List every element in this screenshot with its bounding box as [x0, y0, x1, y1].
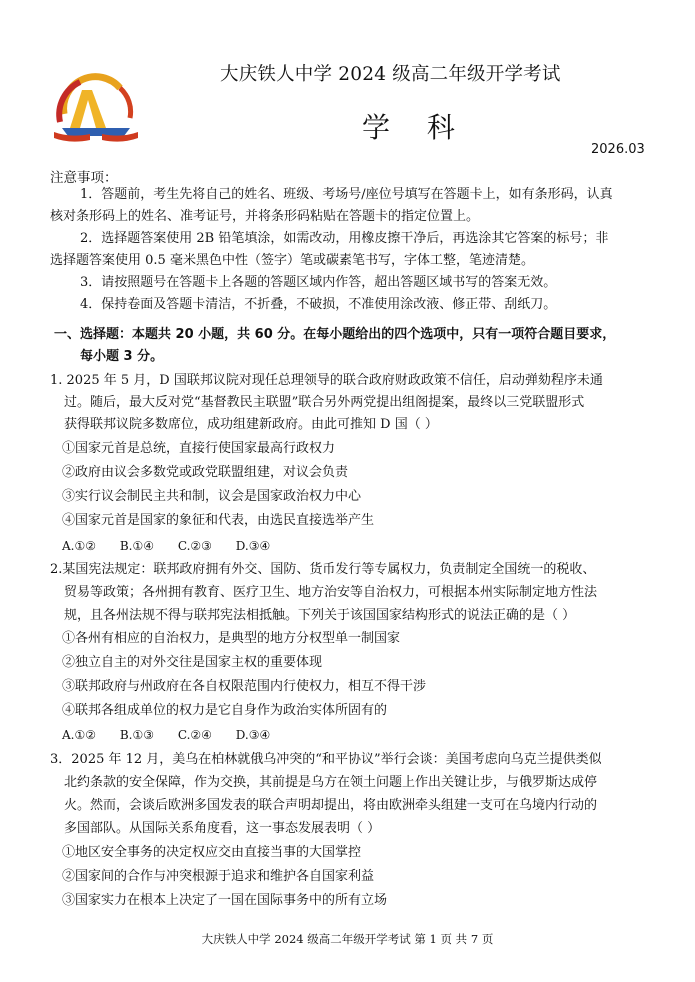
- answer-options: [62, 535, 290, 557]
- option-d[interactable]: D.③④: [235, 539, 271, 553]
- question-statement: ②政府由议会多数党或政党联盟组建，对议会负责: [62, 465, 349, 480]
- question-text: 火。然而，会谈后欧洲多国发表的联合声明却提出，将由欧洲牵头组建一支可在乌境内行动的: [64, 798, 598, 813]
- option-a[interactable]: A.①②: [62, 539, 96, 553]
- notice-heading: 注意事项：: [50, 170, 118, 186]
- notice-line: 1．答题前，考生先将自己的姓名、班级、考场号/座位号填写在答题卡上，如有条形码，认真: [80, 187, 613, 202]
- question-statement: ③实行议会制民主共和制，议会是国家政治权力中心: [62, 489, 362, 504]
- notice-line: 选择题答案使用 0.5 毫米黑色中性（签字）笔或碳素笔书写，字体工整，笔迹清楚。: [50, 253, 534, 268]
- question-text: 贸易等政策；各州拥有教育、医疗卫生、地方治安等自治权力，可根据本州实际制定地方性法: [64, 585, 598, 600]
- exam-date: 2026.03: [591, 142, 645, 157]
- section-heading-cont: 每小题 3 分。: [80, 349, 164, 364]
- question-statement: ①各州有相应的自治权力，是典型的地方分权型单一制国家: [62, 631, 401, 646]
- notice-line: 核对条形码上的姓名、准考证号，并将条形码粘贴在答题卡的指定位置上。: [50, 209, 480, 224]
- answer-options: [62, 724, 290, 746]
- question-statement: ④国家元首是国家的象征和代表，由选民直接选举产生: [62, 513, 375, 528]
- question-text: 获得联邦议院多数席位，成功组建新政府。由此可推知 D 国（ ）: [64, 417, 438, 432]
- question-text: 多国部队。从国际关系角度看，这一事态发展表明（ ）: [64, 821, 381, 836]
- option-b[interactable]: B.①③: [119, 728, 154, 742]
- question-statement: ①国家元首是总统，直接行使国家最高行政权力: [62, 441, 336, 456]
- question-statement: ③联邦政府与州政府在各自权限范围内行使权力，相互不得干涉: [62, 679, 427, 694]
- option-c[interactable]: C.②④: [177, 728, 212, 742]
- option-c[interactable]: C.②③: [177, 539, 212, 553]
- option-d[interactable]: D.③④: [235, 728, 271, 742]
- question-text: 过。随后，最大反对党“基督教民主联盟”联合另外两党提出组阁提案，最终以三党联盟形式: [64, 395, 585, 410]
- option-b[interactable]: B.①④: [119, 539, 154, 553]
- question-text: 规，且各州法规不得与联邦宪法相抵触。下列关于该国国家结构形式的说法正确的是（ ）: [64, 608, 576, 623]
- question-text: 2.某国宪法规定：联邦政府拥有外交、国防、货币发行等专属权力，负责制定全国统一的税收、: [50, 562, 596, 577]
- notice-line: 3．请按照题号在答题卡上各题的答题区域内作答，超出答题区域书写的答案无效。: [80, 275, 557, 290]
- exam-title: 大庆铁人中学 2024 级高二年级开学考试: [220, 64, 561, 85]
- question-statement: ④联邦各组成单位的权力是它自身作为政治实体所固有的: [62, 703, 388, 718]
- question-statement: ①地区安全事务的决定权应交由直接当事的大国掌控: [62, 845, 362, 860]
- question-text: 1. 2025 年 5 月，D 国联邦议院对现任总理领导的联合政府财政政策不信任，启动弹劾程序未通: [50, 373, 603, 388]
- option-a[interactable]: A.①②: [62, 728, 96, 742]
- page-footer: 大庆铁人中学 2024 级高二年级开学考试 第 1 页 共 7 页: [201, 932, 494, 946]
- notice-line: 2．选择题答案使用 2B 铅笔填涂，如需改动，用橡皮擦干净后，再选涂其它答案的标号；非: [80, 231, 609, 246]
- school-logo: [50, 70, 142, 150]
- school-logo-icon: [50, 70, 142, 150]
- question-statement: ②国家间的合作与冲突根源于追求和维护各自国家利益: [62, 869, 375, 884]
- question-statement: ③国家实力在根本上决定了一国在国际事务中的所有立场: [62, 893, 388, 908]
- question-text: 北约条款的安全保障，作为交换，其前提是乌方在领土问题上作出关键让步，与俄罗斯达成停: [64, 775, 598, 790]
- section-heading: 一、选择题：本题共 20 小题，共 60 分。在每小题给出的四个选项中，只有一项符合题目要求，: [54, 327, 616, 342]
- question-statement: ②独立自主的对外交往是国家主权的重要体现: [62, 655, 323, 670]
- question-text: 3．2025 年 12 月，美乌在柏林就俄乌冲突的“和平协议”举行会谈：美国考虑向乌克兰提供类似: [50, 752, 602, 767]
- subject-heading: 学 科: [362, 111, 469, 144]
- notice-line: 4．保持卷面及答题卡清洁，不折叠，不破损，不准使用涂改液、修正带、刮纸刀。: [80, 297, 557, 312]
